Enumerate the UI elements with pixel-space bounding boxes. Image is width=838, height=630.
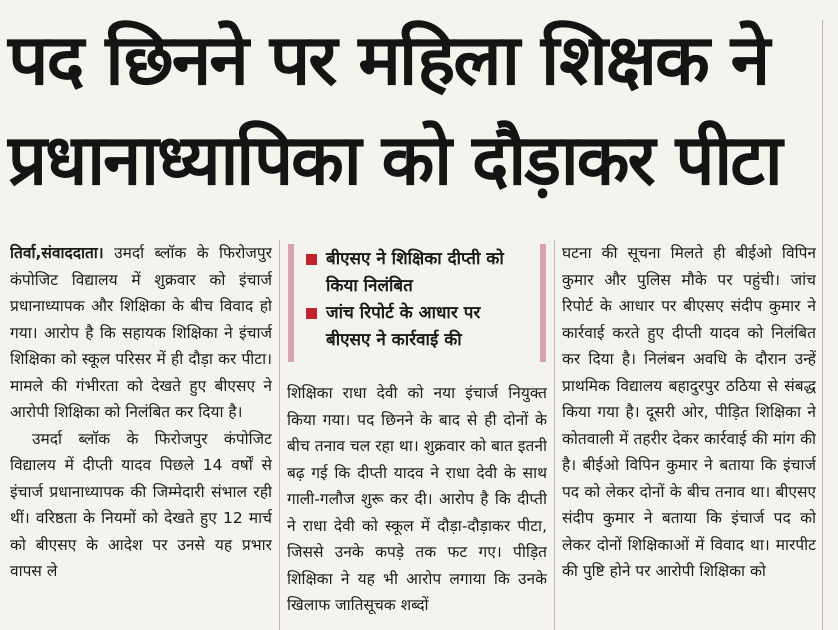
article-column-3 — [562, 240, 816, 630]
headline — [8, 10, 820, 210]
paragraph-2: उमर्दा ब्लॉक के फिरोजपुर कंपोजिट विद्यालय में दीप्ती यादव पिछले 14 वर्षों से इंचार्ज प्रधानाध्यापक की जिम्मेदारी संभाल रही थीं। वरिष्ठता के नियमों को देखते हुए 12 मार्च को बीएसए के आदेश पर उनसे यह प्रभार वापस ले — [10, 429, 272, 580]
column-divider — [822, 20, 823, 630]
paragraph-1-text: उमर्दा ब्लॉक के फिरोजपुर कंपोजिट विद्यालय में शुक्रवार को इंचार्ज प्रधानाध्यापक और शिक्षिका के बीच विवाद हो गया। आरोप है कि सहायक शिक्षिका ने इंचार्ज शिक्षिका को स्कूल परिसर में ही दौड़ा कर पीटा। मामले की गंभीरता को देखते हुए बीएसए ने आरोपी शिक्षिका को निलंबित कर दिया है। — [10, 244, 272, 421]
highlight-box — [288, 244, 546, 362]
column-divider — [279, 240, 280, 630]
article-column-1 — [10, 240, 272, 630]
square-bullet-icon — [306, 254, 317, 265]
highlight-item-text: बीएसए ने शिक्षिका दीप्ती को किया निलंबित — [326, 249, 504, 296]
square-bullet-icon — [306, 308, 317, 319]
column-divider — [554, 240, 555, 630]
highlight-item — [304, 246, 530, 300]
paragraph-4: घटना की सूचना मिलते ही बीईओ विपिन कुमार और पुलिस मौके पर पहुंची। जांच रिपोर्ट के आधार पर बीएसए संदीप कुमार ने कार्रवाई करते हुए दीप्ती यादव को निलंबित कर दिया है। निलंबन अवधि के दौरान उन्हें प्राथमिक विद्यालय बहादुरपुर ठठिया से संबद्ध किया गया है। दूसरी ओर, पीड़ित शिक्षिका ने कोतवाली में तहरीर देकर कार्रवाई की मांग की है। बीईओ विपिन कुमार ने बताया कि इंचार्ज पद को लेकर दोनों के बीच तनाव था। बीएसए संदीप कुमार ने बताया कि इंचार्ज पद को लेकर दोनों शिक्षिकाओं में विवाद था। मारपीट की पुष्टि होने पर आरोपी शिक्षिका को — [562, 244, 816, 580]
headline-line-2: प्रधानाध्यापिका को दौड़ाकर पीटा — [8, 119, 781, 201]
headline-line-1: पद छिनने पर महिला शिक्षक ने — [8, 19, 769, 101]
paragraph-3: शिक्षिका राधा देवी को नया इंचार्ज नियुक्त किया गया। पद छिनने के बाद से ही दोनों के बीच तनाव चल रहा था। शुक्रवार को बात इतनी बढ़ गई कि दीप्ती यादव ने राधा देवी के साथ गाली-गलौज शुरू कर दी। आरोप है कि दीप्ती ने राधा देवी को स्कूल में दौड़ा-दौड़ाकर पीटा, जिससे उनके कपड़े तक फट गए। पीड़ित शिक्षिका ने यह भी आरोप लगाया कि उनके खिलाफ जातिसूचक शब्दों — [287, 384, 547, 614]
paragraph-1 — [10, 240, 272, 426]
highlight-item — [304, 300, 530, 354]
byline: तिर्वा,संवाददाता। — [10, 244, 104, 262]
highlight-item-text: जांच रिपोर्ट के आधार पर बीएसए ने कार्रवाई की — [326, 303, 481, 350]
